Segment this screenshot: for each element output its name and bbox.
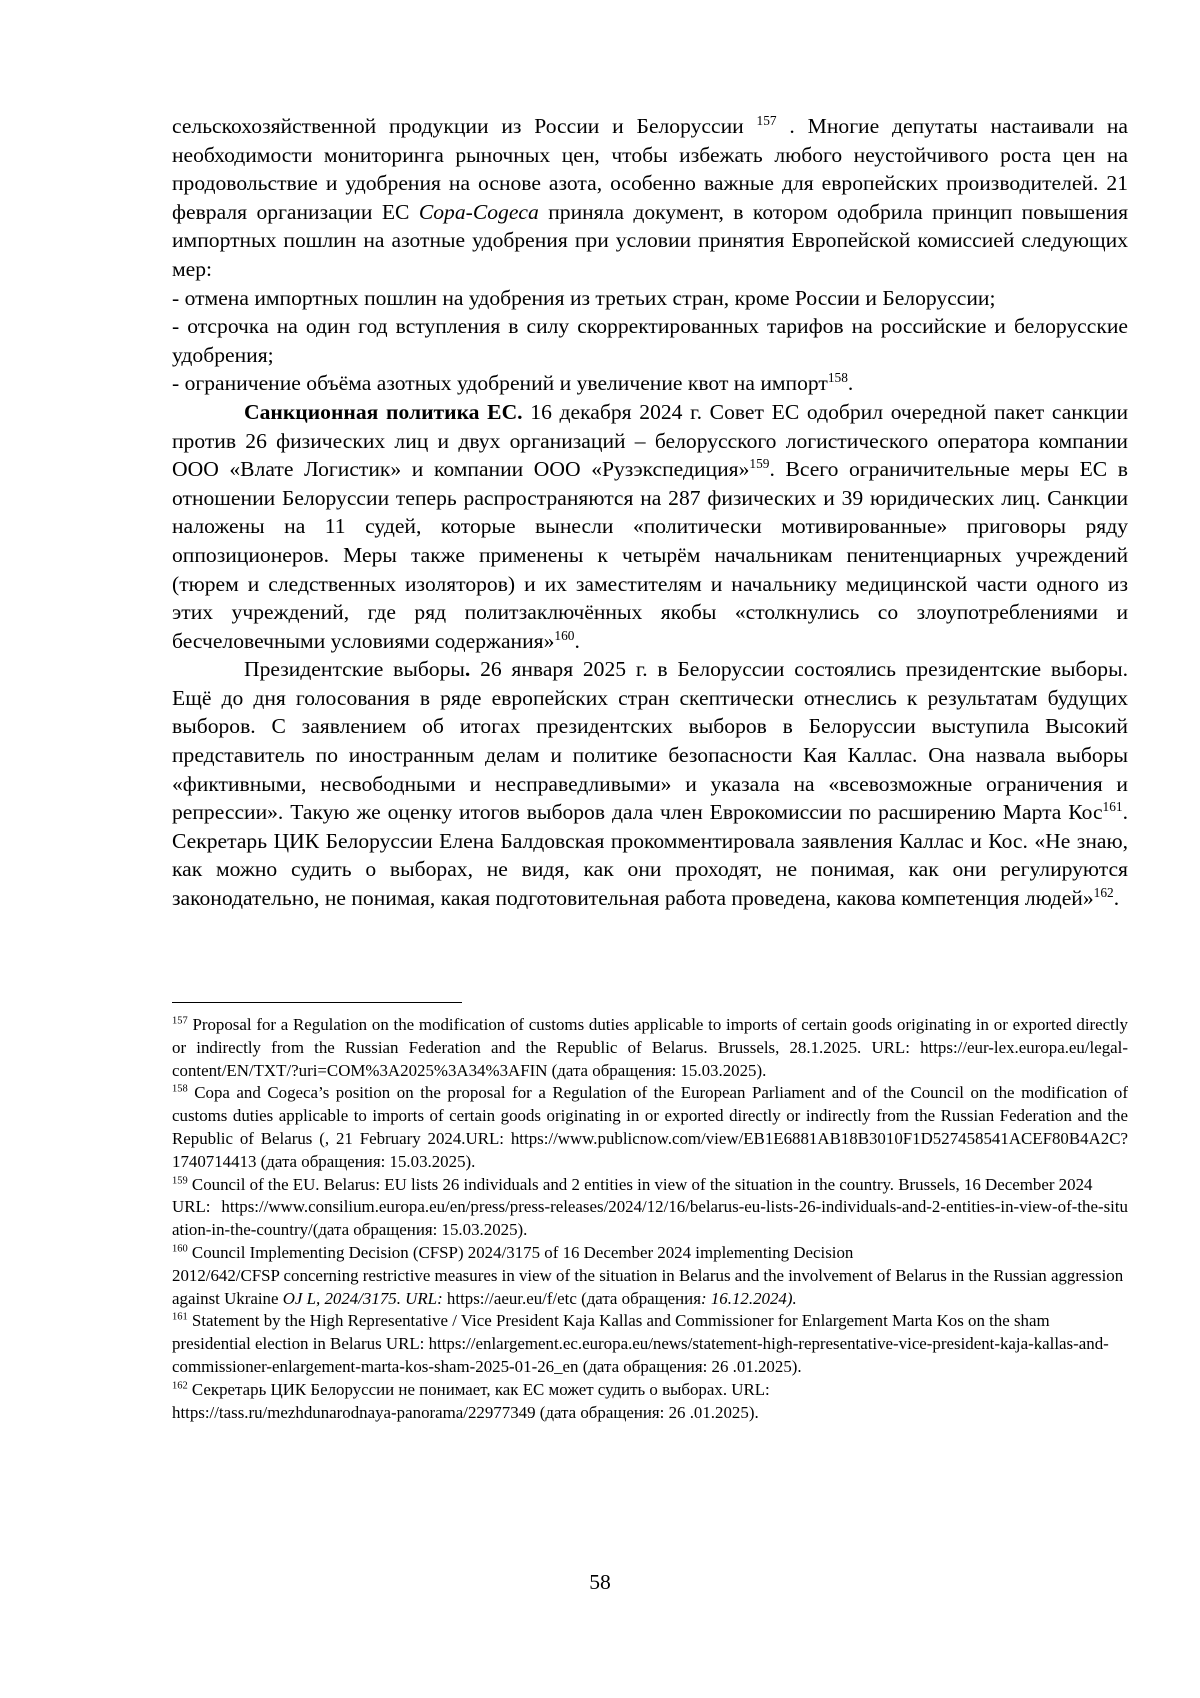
footnote-number: 162 — [172, 1380, 188, 1392]
footnote-159: $^{159}$ Council of the EU. Belarus: EU lists 26 individuals and 2 entities in view of the situation in the country. Brussels, 16 December 2024 — [172, 1174, 1093, 1194]
footnote-160: $^{160}$ Council Implementing Decision (CFSP) 2024/3175 of 16 December 2024 implementing Decision — [172, 1242, 854, 1262]
footnote-ref-159[interactable]: 159 — [749, 455, 770, 471]
main-text — [172, 112, 1128, 913]
org-name: Copa-Cogeca — [418, 199, 539, 224]
footnote-157: $^{157}$ Proposal for a Regulation on the modification of customs duties applicable to imports of certain goods originating in or exported directly or indirectly from the Russian Federation and the Republic of Belarus. Brussels, 28.1.2025. URL: https://eur-lex.europa.eu/legal-content/EN/TXT/?uri=COM%3A2025%3A34%3AFIN (дата обращения: 15.03.2025). — [172, 1015, 1128, 1080]
footnotes — [172, 1014, 1128, 1424]
footnote-ref-158[interactable]: 158 — [827, 370, 848, 386]
footnote-ref-160[interactable]: 160 — [554, 627, 575, 643]
footnote-162: $^{162}$ Секретарь ЦИК Белоруссии не понимает, как ЕС может судить о выборах. URL: — [172, 1379, 770, 1399]
footnote-ref-157[interactable]: 157 — [756, 112, 777, 128]
list-item: - отсрочка на один год вступления в силу скорректированных тарифов на российские и белорусские удобрения; — [172, 314, 1128, 367]
list-item: - ограничение объёма азотных удобрений и увеличение квот на импорт$^{158}$. — [172, 370, 854, 396]
paragraph-continuation: сельскохозяйственной продукции из России и Белоруссии $^{157}$ . Многие депутаты настаивали на необходимости мониторинга рыночных цен, чтобы избежать любого неустойчивого роста цен на продовольствие и удобрения на основе азота, особенно важные для европейских производителей. 21 февраля организации ЕС Copa-Cogeca приняла документ, в котором одобрила принцип повышения импортных пошлин на азотные удобрения при условии принятия Европейской комиссией следующих мер: — [172, 112, 1128, 281]
footnote-link[interactable]: https://tass.ru/mezhdunarodnaya-panorama/22977349 (дата обращения: 26 .01.2025). — [172, 1402, 759, 1422]
footnote-separator — [172, 1002, 462, 1003]
footnote-159-url — [172, 1196, 1128, 1242]
footnote-162-url — [172, 1402, 1128, 1425]
footnote-number: 158 — [172, 1083, 188, 1095]
footnote-number: 157 — [172, 1015, 188, 1027]
list-item: - отмена импортных пошлин на удобрения из третьих стран, кроме России и Белоруссии; — [172, 285, 996, 310]
paragraph-sanctions: Санкционная политика ЕС. 16 декабря 2024 г. Совет ЕС одобрил очередной пакет санкции против 26 физических лиц и двух организаций – белорусского логистического оператора компании ООО «Влате Логистик» и компании ООО «Рузэкспедиция»$^{159}$. Всего ограничительные меры ЕС в отношении Белоруссии теперь распространяются на 287 физических и 39 юридических лиц. Санкции наложены на 11 судей, которые вынесли «политически мотивированные» приговоры ряду оппозиционеров. Меры также применены к четырём начальникам пенитенциарных учреждений (тюрем и следственных изоляторов) и их заместителям и начальнику медицинской части одного из этих учреждений, где ряд политзаключённых якобы «столкнулись со злоупотреблениями и бесчеловечными условиями содержания»$^{160}$. — [172, 399, 1129, 653]
footnote-161: $^{161}$ Statement by the High Representative / Vice President Kaja Kallas and Commissioner for Enlargement Marta Kos on the sham presidential election in Belarus URL: https://enlargement.ec.europa.eu/news/statement-high-representative-vice-president-kaja-kallas-and-commissioner-enlargement-marta-kos-sham-2025-01-26_en (дата обращения: 26 .01.2025). — [172, 1311, 1109, 1376]
section-heading-sanctions: Санкционная политика ЕС. — [244, 399, 523, 424]
page-number: 58 — [589, 1570, 611, 1594]
paragraph-elections: Президентские выборы. 26 января 2025 г. в Белоруссии состоялись президентские выборы. Ещё до дня голосования в ряде европейских стран скептически отнеслись к результатам будущих выборов. С заявлением об итогах президентских выборов в Белоруссии выступила Высокий представитель по иностранным делам и политике безопасности Кая Каллас. Она назвала выборы «фиктивными, несвободными и несправедливыми» и указала на «всевозможные ограничения и репрессии». Такую же оценку итогов выборов дала член Еврокомиссии по расширению Марта Кос$^{161}$. Секретарь ЦИК Белоруссии Елена Балдовская прокомментировала заявления Каллас и Кос. «Не знаю, как можно судить о выборах, не видя, как они проходят, не понимая, как они регулируются законодательно, не понимая, какая подготовительная работа проведена, какова компетенция людей»$^{162}$. — [172, 657, 1129, 911]
footnote-number: 161 — [172, 1311, 188, 1323]
footnote-number: 159 — [172, 1174, 188, 1186]
footnote-160-cont: 2012/642/CFSP concerning restrictive measures in view of the situation in Belarus and the involvement of Belarus in the Russian aggression against Ukraine OJ L, 2024/3175. URL: https://aeur.eu/f/etc (дата обращения: 16.12.2024). — [172, 1265, 1124, 1308]
footnote-ref-161[interactable]: 161 — [1102, 799, 1123, 815]
section-heading-elections: Президентские выборы — [244, 657, 465, 682]
footnote-ref-162[interactable]: 162 — [1093, 884, 1114, 900]
footnote-158: $^{158}$ Copa and Cogeca’s position on the proposal for a Regulation of the European Parliament and of the Council on the modification of customs duties applicable to imports of certain goods originating in or exported directly or indirectly from the Russian Federation and the Republic of Belarus (, 21 February 2024.URL: https://www.publicnow.com/view/EB1E6881AB18B3010F1D527458541ACEF80B4A2C?1740714413 (дата обращения: 15.03.2025). — [172, 1083, 1128, 1171]
footnote-number: 160 — [172, 1243, 188, 1255]
footnote-link[interactable]: URL: https://www.consilium.europa.eu/en/press/press-releases/2024/12/16/belarus-eu-lists-26-individuals-and-2-entities-in-view-of-the-situation-in-the-country/(дата обращения: 15.03.2025). — [172, 1197, 1128, 1240]
